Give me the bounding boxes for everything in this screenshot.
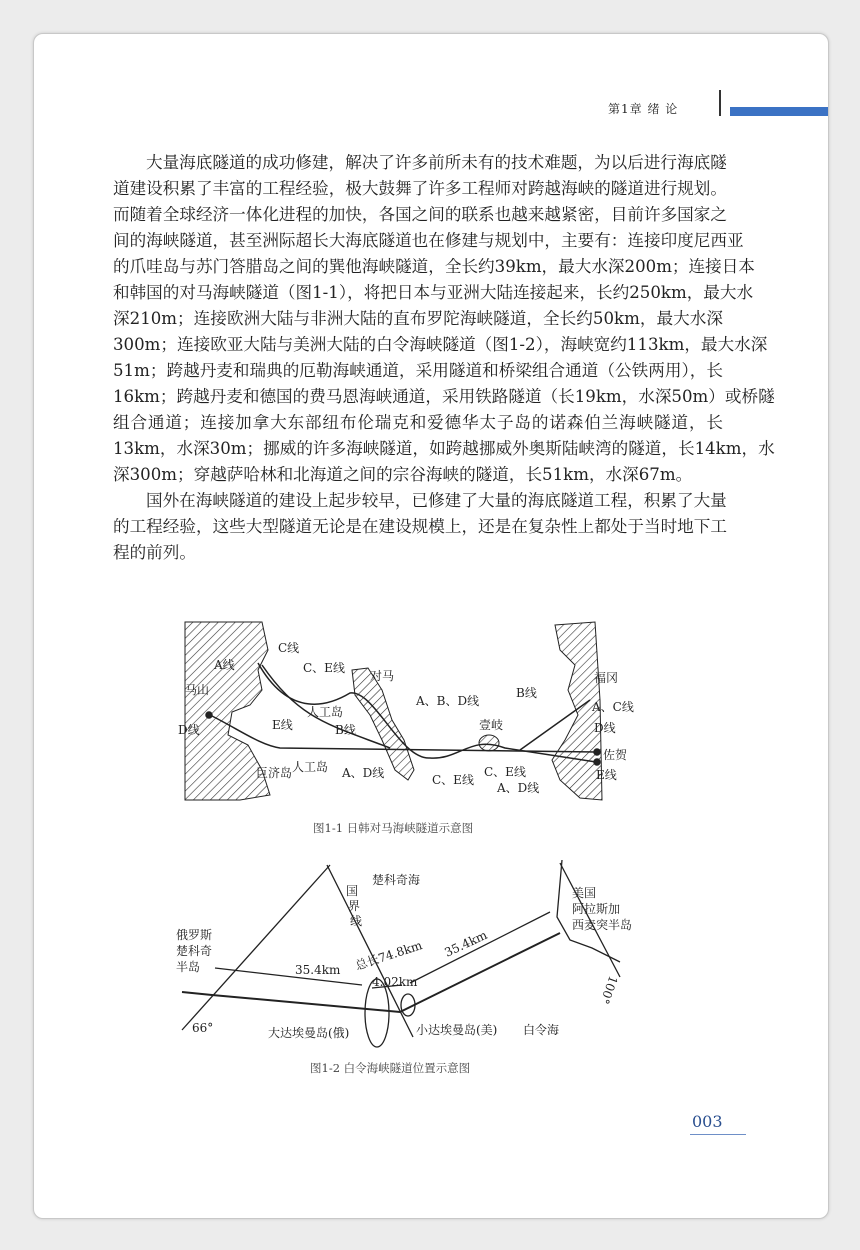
text-line: 而随着全球经济一体化进程的加快，各国之间的联系也越来越紧密，目前许多国家之: [113, 205, 727, 224]
label-ce-line-2: C、E线: [432, 773, 474, 787]
label-b-line: B线: [335, 723, 356, 737]
iki-island: [479, 735, 499, 751]
label-chukotka: 楚科奇: [176, 944, 213, 958]
text-line: 道建设积累了丰富的工程经验，极大鼓舞了许多工程师对跨越海峡的隧道进行规划。: [113, 179, 727, 198]
label-mashan: 马山: [185, 683, 210, 697]
text-line: 大量海底隧道的成功修建，解决了许多前所未有的技术难题，为以后进行海底隧: [146, 153, 727, 172]
label-ad-line: A、D线: [342, 766, 385, 780]
label-artificial-island-2: 人工岛: [292, 760, 329, 774]
label-dist-mid: 4.02km: [372, 975, 418, 989]
label-bering-sea: 白令海: [523, 1023, 560, 1037]
label-border-1: 国: [346, 884, 359, 898]
label-border-3: 线: [350, 914, 363, 928]
text-line: 间的海峡隧道，甚至洲际超长大海底隧道也在修建与规划中，主要有：连接印度尼西亚: [113, 231, 744, 250]
label-d-line-2: D线: [594, 721, 616, 735]
label-b-line-2: B线: [516, 686, 537, 700]
label-saga: 佐贺: [603, 748, 628, 762]
label-usa: 美国: [572, 886, 597, 900]
label-e-line: E线: [272, 718, 293, 732]
label-iki: 壹岐: [479, 718, 504, 732]
label-a-line: A线: [214, 658, 235, 672]
text-line: 51m；跨越丹麦和瑞典的厄勒海峡通道，采用隧道和桥梁组合通道（公铁两用），长: [113, 361, 723, 380]
text-line: 深210m；连接欧洲大陆与非洲大陆的直布罗陀海峡隧道，全长约50km，最大水深: [113, 309, 723, 328]
label-russia: 俄罗斯: [176, 928, 213, 942]
label-abd-line: A、B、D线: [416, 694, 480, 708]
figure-1-2-caption: 图1-2 白令海峡隧道位置示意图: [310, 1061, 471, 1075]
label-geoje: 巨济岛: [256, 766, 293, 780]
text-line: 程的前列。: [113, 543, 196, 562]
text-line: 深300m；穿越萨哈林和北海道之间的宗谷海峡的隧道，长51km，水深67m。: [113, 465, 693, 484]
label-little-diomede: 小达埃曼岛(美): [416, 1023, 498, 1037]
label-tsushima: 对马: [370, 669, 395, 683]
label-c-line: C线: [278, 641, 300, 655]
label-border-2: 界: [348, 899, 361, 913]
label-ac-line: A、C线: [592, 700, 634, 714]
text-line: 13km，水深30m；挪威的许多海峡隧道，如跨越挪威外奥斯陆峡湾的隧道，长14km，水: [113, 439, 775, 458]
figure-1-2-labels: [176, 872, 632, 1075]
label-seward: 西麦突半岛: [572, 918, 633, 932]
label-ce-line: C、E线: [303, 661, 345, 675]
figure-1-1-caption: 图1-1 日韩对马海峡隧道示意图: [313, 821, 474, 835]
label-chukchi-sea: 楚科奇海: [372, 873, 421, 887]
label-66-degrees: 66°: [192, 1021, 214, 1035]
text-line: 组合通道；连接加拿大东部纽布伦瑞克和爱德华太子岛的诺森伯兰海峡隧道，长: [113, 413, 723, 432]
label-e-line-2: E线: [596, 768, 617, 782]
label-dist-left: 35.4km: [295, 963, 341, 977]
page-number: 003: [692, 1112, 723, 1131]
label-ad-line-2: A、D线: [497, 781, 540, 795]
text-line: 300m；连接欧亚大陆与美洲大陆的白令海峡隧道（图1-2），海峡宽约113km，最大水深: [113, 335, 768, 354]
label-artificial-island: 人工岛: [307, 705, 344, 719]
label-ce-line-3: C、E线: [484, 765, 526, 779]
label-fukuoka: 福冈: [594, 671, 619, 685]
label-alaska: 阿拉斯加: [572, 902, 621, 916]
tsushima-island: [352, 668, 414, 780]
figure-1-1-map: [185, 622, 602, 800]
text-line: 国外在海峡隧道的建设上起步较早，已修建了大量的海底隧道工程，积累了大量: [146, 491, 727, 510]
label-dist-right: 35.4km: [442, 927, 490, 960]
text-line: 的爪哇岛与苏门答腊岛之间的巽他海峡隧道，全长约39km，最大水深200m；连接日本: [113, 257, 755, 276]
text-line: 16km；跨越丹麦和德国的费马恩海峡通道，采用铁路隧道（长19km，水深50m）或桥隧: [113, 387, 775, 406]
label-d-line: D线: [178, 723, 200, 737]
page-number-underline: [690, 1134, 746, 1135]
label-peninsula: 半岛: [176, 960, 201, 974]
running-header: 第1章 绪 论: [608, 102, 679, 116]
tunnel-route: [182, 933, 560, 1012]
text-line: 和韩国的对马海峡隧道（图1-1），将把日本与亚洲大陆连接起来，长约250km，最大水: [113, 283, 754, 302]
label-100-degrees: 100°: [597, 973, 621, 1006]
label-big-diomede: 大达埃曼岛(俄): [268, 1026, 350, 1040]
text-line: 的工程经验，这些大型隧道无论是在建设规模上，还是在复杂性上都处于当时地下工: [113, 517, 727, 536]
big-diomede-island: [365, 979, 389, 1047]
label-total-length: 总长74.8km: [353, 938, 424, 973]
